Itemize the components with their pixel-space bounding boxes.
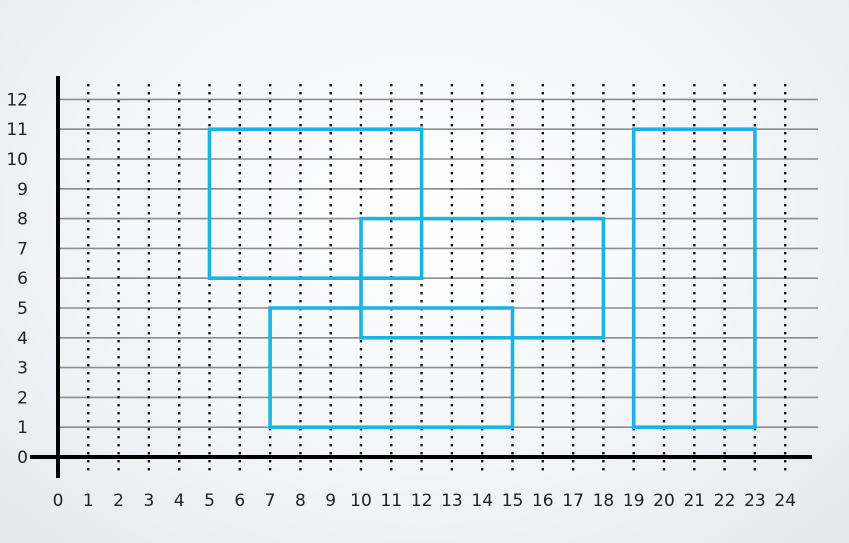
x-tick-label: 0 bbox=[52, 491, 64, 511]
x-tick-label: 10 bbox=[350, 491, 372, 511]
x-tick-label: 5 bbox=[204, 491, 215, 511]
y-tick-label: 12 bbox=[6, 90, 28, 111]
y-tick-label: 2 bbox=[17, 388, 28, 409]
rectangle-a bbox=[210, 129, 422, 278]
y-tick-label: 0 bbox=[17, 448, 28, 468]
y-tick-labels bbox=[6, 90, 28, 468]
x-tick-label: 19 bbox=[622, 491, 645, 511]
x-tick-label: 14 bbox=[471, 491, 494, 511]
x-tick-label: 8 bbox=[294, 491, 306, 511]
x-tick-label: 11 bbox=[380, 491, 403, 511]
x-tick-label: 18 bbox=[592, 491, 615, 511]
x-tick-label: 17 bbox=[562, 491, 584, 511]
x-tick-label: 9 bbox=[325, 491, 337, 511]
x-tick-label: 4 bbox=[173, 491, 185, 511]
vertical-gridlines bbox=[88, 84, 785, 476]
x-tick-label: 6 bbox=[234, 491, 246, 511]
x-tick-label: 23 bbox=[744, 491, 766, 511]
x-tick-label: 2 bbox=[113, 491, 125, 511]
y-tick-label: 11 bbox=[6, 120, 28, 141]
y-tick-label: 5 bbox=[17, 299, 28, 319]
y-tick-label: 10 bbox=[6, 150, 28, 170]
x-tick-label: 24 bbox=[774, 491, 797, 511]
y-tick-label: 9 bbox=[17, 179, 28, 200]
x-tick-label: 13 bbox=[441, 491, 463, 511]
x-tick-label: 16 bbox=[531, 491, 554, 511]
y-tick-label: 4 bbox=[17, 328, 28, 349]
y-tick-label: 1 bbox=[17, 418, 28, 439]
y-tick-label: 6 bbox=[17, 269, 28, 290]
y-tick-label: 3 bbox=[17, 358, 28, 379]
horizontal-gridlines bbox=[58, 99, 818, 427]
x-tick-label: 1 bbox=[82, 491, 94, 511]
x-tick-label: 12 bbox=[410, 491, 433, 511]
x-tick-label: 21 bbox=[683, 491, 706, 511]
x-tick-label: 7 bbox=[264, 491, 276, 511]
x-tick-labels bbox=[53, 491, 796, 511]
x-tick-label: 3 bbox=[143, 491, 155, 511]
x-tick-label: 20 bbox=[653, 491, 675, 511]
x-tick-label: 22 bbox=[713, 491, 736, 511]
y-tick-label: 8 bbox=[17, 209, 28, 230]
x-tick-label: 15 bbox=[501, 491, 524, 511]
y-tick-label: 7 bbox=[17, 239, 28, 260]
